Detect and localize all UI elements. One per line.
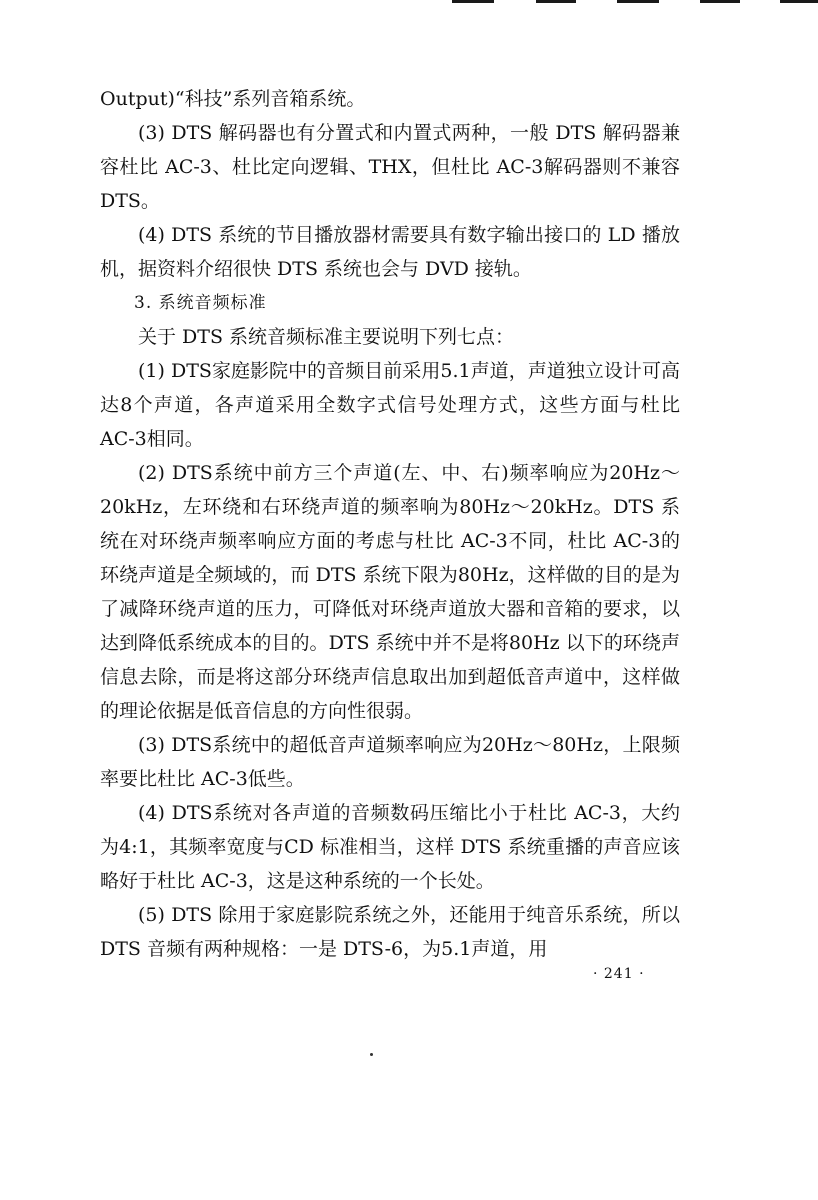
body-text [100, 82, 680, 966]
scan-speck [370, 1053, 373, 1056]
paragraph: (3) DTS 解码器也有分置式和内置式两种，一般 DTS 解码器兼容杜比 AC-3、杜比定向逻辑、THX，但杜比 AC-3解码器则不兼容 DTS。 [100, 122, 680, 212]
paragraph: (5) DTS 除用于家庭影院系统之外，还能用于纯音乐系统，所以 DTS 音频有两种规格：一是 DTS-6，为5.1声道，用 [100, 904, 680, 960]
header-rule [536, 0, 576, 3]
header-rule [617, 0, 659, 3]
paragraph: (1) DTS家庭影院中的音频目前采用5.1声道，声道独立设计可高达8个声道，各声道采用全数字式信号处理方式，这些方面与杜比 AC-3相同。 [100, 360, 680, 450]
header-rule [700, 0, 740, 3]
paragraph: (2) DTS系统中前方三个声道(左、中、右)频率响应为20Hz～20kHz，左环绕和右环绕声道的频率响为80Hz～20kHz。DTS 系统在对环绕声频率响应方面的考虑与杜比 AC-3不同，杜比 AC-3的环绕声道是全频域的，而 DTS 系统下限为80Hz，这样做的目的是为了减降环绕声道的压力，可降低对环绕声道放大器和音箱的要求，以达到降低系统成本的目的。DTS 系统中并不是将80Hz 以下的环绕声信息去除，而是将这部分环绕声信息取出加到超低音声道中，这样做的理论依据是低音信息的方向性很弱。 [100, 462, 680, 722]
page-number: · 241 · [593, 966, 645, 982]
paragraph: Output)“科技”系列音箱系统。 [100, 88, 366, 110]
header-rule [780, 0, 818, 3]
section-heading: 3. 系统音频标准 [134, 293, 267, 313]
paragraph: (3) DTS系统中的超低音声道频率响应为20Hz～80Hz，上限频率要比杜比 AC-3低些。 [100, 734, 680, 790]
header-rule [452, 0, 494, 3]
paragraph: (4) DTS系统对各声道的音频数码压缩比小于杜比 AC-3，大约为4:1，其频率宽度与CD 标准相当，这样 DTS 系统重播的声音应该略好于杜比 AC-3，这是这种系统的一个长处。 [100, 802, 680, 892]
paragraph: (4) DTS 系统的节目播放器材需要具有数字输出接口的 LD 播放机，据资料介绍很快 DTS 系统也会与 DVD 接轨。 [100, 224, 680, 280]
paragraph: 关于 DTS 系统音频标准主要说明下列七点： [138, 326, 515, 348]
